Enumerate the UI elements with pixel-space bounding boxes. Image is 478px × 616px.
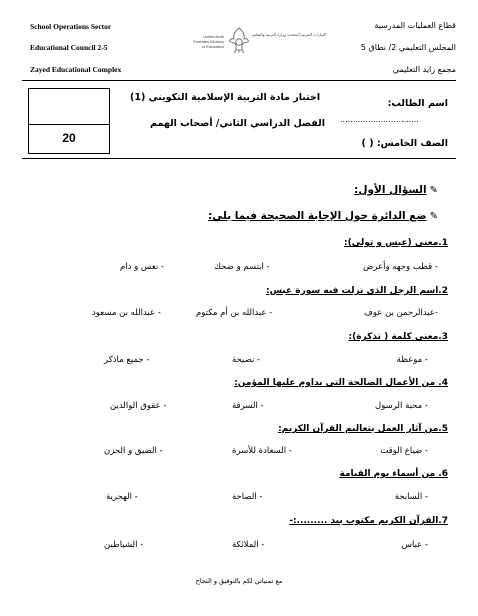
section-heading [354,184,438,196]
question-5: 5.من آثار العمل بتعاليم القرآن الكريم: [278,424,448,434]
header-ar-line-2: المجلس التعليمي 2/ نطاق 5 [360,43,456,52]
header-en-line-2: Educational Council 2-5 [30,43,108,52]
header-divider [22,80,456,81]
q7-option-1[interactable]: - عباس [401,540,428,550]
section-heading-text: السؤال الأول: [354,184,427,196]
pencil-icon: ✎ [429,185,438,196]
q6-option-3[interactable]: - الهجرية [106,492,138,502]
q3-option-2[interactable]: - نصيحة [232,355,261,365]
student-name-field[interactable]: ............................... [340,115,419,124]
question-7: 7.القرآن الكريم مكتوب بيد .........:- [289,516,448,526]
q4-option-1[interactable]: - محبة الرسول [375,401,428,411]
q2-option-1[interactable]: -عبدالرحمن بن عوف [364,308,438,318]
q6-option-2[interactable]: - الصاخة [232,492,263,502]
section-instruction [208,210,438,222]
q1-option-2[interactable]: - ابتسم و ضحك [214,262,270,272]
q5-option-1[interactable]: - ضياع الوقت [380,446,428,456]
uae-emblem-icon [228,26,250,54]
total-score: 20 [62,131,76,145]
q3-option-3[interactable]: - جميع ماذكر [104,355,150,365]
q6-option-1[interactable]: - السابحة [394,492,428,502]
question-2: 2.اسم الرجل الذي نزلت فيه سورة عبس: [265,286,448,296]
grade-label: الصف الخامس: ( ) [361,138,448,149]
question-4: 4. من الأعمال الصالحة التي يداوم عليها المؤمن: [234,378,448,388]
question-1: 1.معنى (عبس و تولى): [344,238,448,248]
q1-option-3[interactable]: - نعس و دام [120,262,164,272]
question-6: 6. من أسماء يوم القيامة [339,469,448,479]
score-box [28,88,110,154]
question-3: 3.معنى كلمة ( تذكرة): [348,332,448,342]
pencil-icon: ✎ [429,211,438,222]
header-en-line-3: Zayed Educational Complex [30,65,122,74]
q7-option-3[interactable]: - الشياطين [104,540,144,550]
header-ar-line-1: قطاع العمليات المدرسية [374,21,456,30]
q5-option-3[interactable]: - الضيق و الحزن [104,446,163,456]
ministry-en-text: United Arab Emirates Ministry of Education [193,34,224,49]
header-ar-line-3: مجمع زايد التعليمي [392,65,456,74]
q7-option-2[interactable]: - الملائكة [232,540,265,550]
score-box-divider [29,124,109,125]
q2-option-3[interactable]: - عبدالله بن مسعود [92,308,161,318]
footer-wishes: مع تمنياتي لكم بالتوفيق و النجاح [195,577,283,585]
q4-option-3[interactable]: - عقوق الوالدين [110,401,167,411]
q2-option-2[interactable]: - عبدالله بن أم مكتوم [196,308,273,318]
q5-option-2[interactable]: - السعادة للأسرة [232,446,292,456]
student-name-label: اسم الطالب: [387,98,448,109]
q3-option-1[interactable]: - موعظة [396,355,428,365]
info-divider [22,158,456,159]
header-en-line-1: School Operations Sector [30,22,112,31]
q1-option-1[interactable]: - قطب وجهه وأعرض [363,262,438,272]
ministry-ar-text: الإمارات العربية المتحدة وزارة التربية والتعليم [252,32,327,37]
q4-option-2[interactable]: - السرقة [232,401,264,411]
section-instruction-text: ضع الدائرة حول الإجابة الصحيحة فيما يلي: [208,210,427,222]
exam-title: اختبار مادة التربية الإسلامية التكويني (1) [130,92,321,103]
exam-term: الفصل الدراسي الثاني/ أصحاب الهمم [150,118,325,129]
